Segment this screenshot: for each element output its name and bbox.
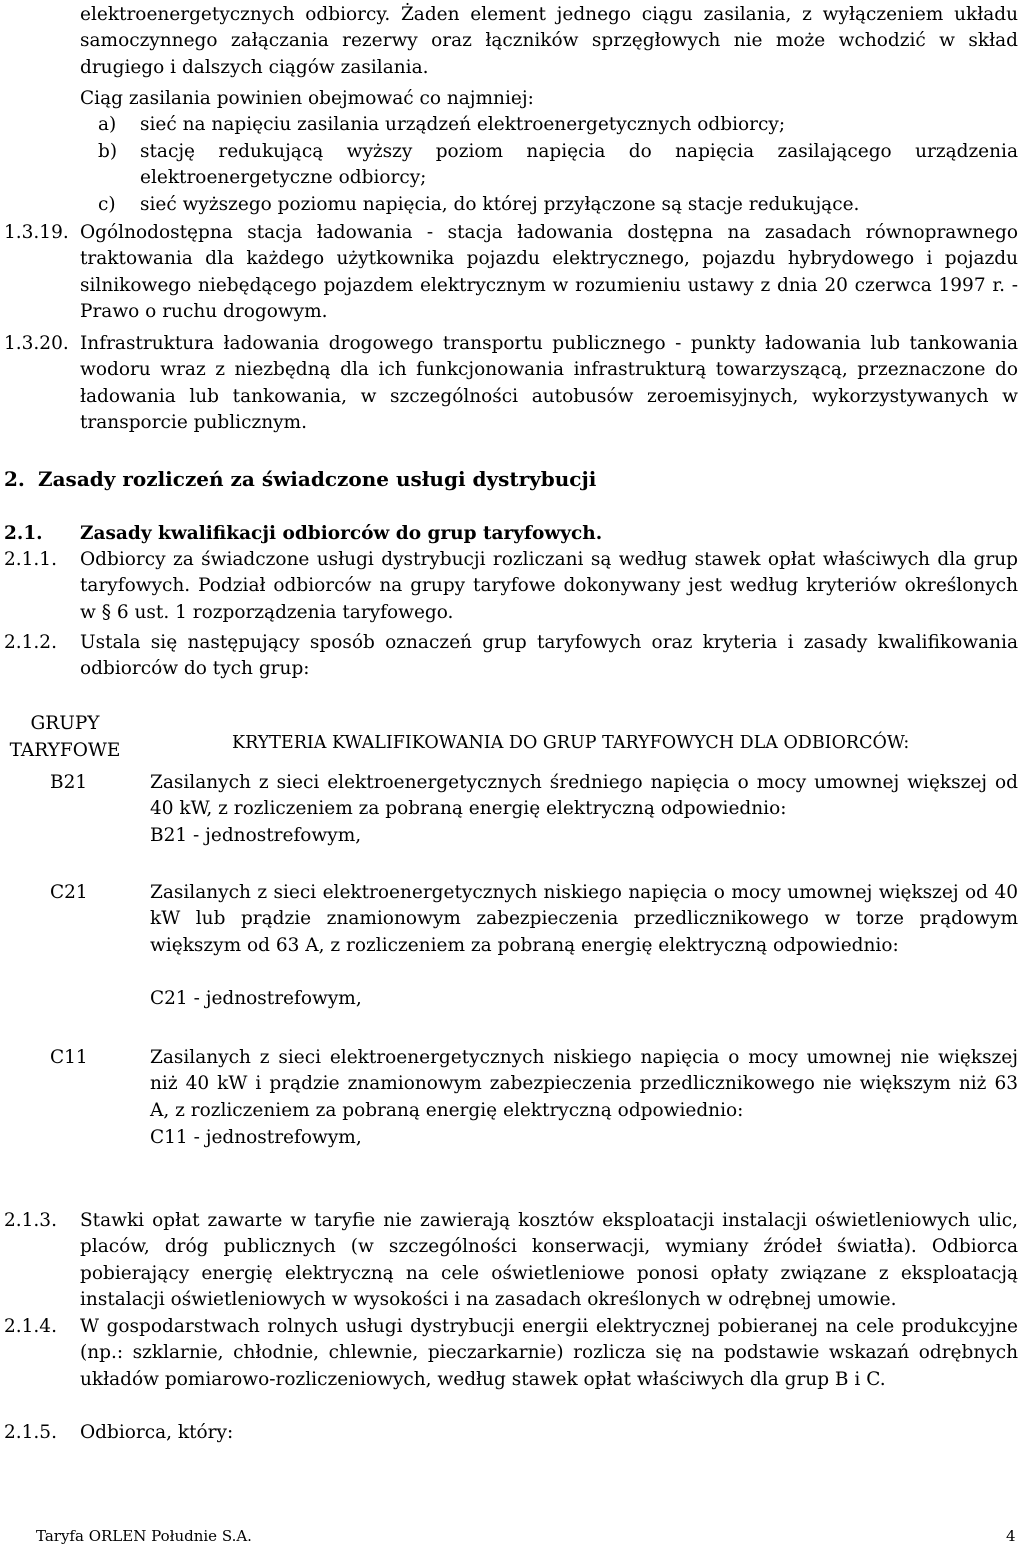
list-label: a) [98,114,117,135]
table-header-groups: GRUPY TARYFOWE [9,713,121,761]
paragraph: W gospodarstwach rolnych usługi dystrybucji energii elektrycznej pobieranej na cele produkcyjne (np.: szklarnie, chłodnie, chlewnie, pieczarkarnie) rozlicza się na podstawie wskazań odrębnych układów pomiarowo-rozliczeniowych, według stawek opłat właściwych dla grup B i C. [80,1316,1018,1390]
section-number: 2.1.3. [4,1210,57,1231]
definition-paragraph: Infrastruktura ładowania drogowego transportu publicznego - punkty ładowania lub tankowania wodoru wraz z niezbędną dla ich funkcjonowania infrastrukturą towarzyszącą, przeznaczone do ładowania lub tankowania, w szczególności autobusów zeroemisyjnych, wykorzystywanych w transporcie publicznym. [80,333,1018,433]
list-label: b) [98,141,118,162]
table-group-code: C11 [50,1047,88,1068]
paragraph: Stawki opłat zawarte w taryfie nie zawierają kosztów eksploatacji instalacji oświetleniowych ulic, placów, dróg publicznych (w szczególności konserwacji, wymiany źródeł światła). Odbiorca pobierający energię elektryczną na cele oświetleniowe ponosi opłaty związane z eksploatacją instalacji oświetleniowych w wysokości i na zasadach określonych w odrębnej umowie. [80,1210,1018,1310]
section-number: 2.1.5. [4,1422,57,1443]
subsection-number: 2.1. [4,523,43,544]
table-criteria-tail: B21 - jednostrefowym, [150,825,362,846]
section-number: 2.1.2. [4,632,57,653]
table-header-criteria: KRYTERIA KWALIFIKOWANIA DO GRUP TARYFOWYCH DLA ODBIORCÓW: [232,733,910,753]
list-item: sieć na napięciu zasilania urządzeń elektroenergetycznych odbiorcy; [140,114,786,135]
section-number: 2.1.4. [4,1316,57,1337]
definition-paragraph: Ogólnodostępna stacja ładowania - stacja ładowania dostępna na zasadach równoprawnego traktowania dla każdego użytkownika pojazdu elektrycznego, pojazdu hybrydowego i pojazdu silnikowego niebędącego pojazdem elektrycznym w rozumieniu ustawy z dnia 20 czerwca 1997 r. - Prawo o ruchu drogowym. [80,222,1018,322]
section-heading: Zasady rozliczeń za świadczone usługi dystrybucji [38,467,597,491]
section-number: 1.3.20. [4,333,69,354]
subsection-heading: Zasady kwalifikacji odbiorców do grup taryfowych. [80,523,603,544]
section-number: 2.1.1. [4,549,57,570]
table-criteria: Zasilanych z sieci elektroenergetycznych średniego napięcia o mocy umownej większej od 40 kW, z rozliczeniem za pobraną energię elektryczną odpowiednio: [150,772,1018,820]
paragraph: Ustala się następujący sposób oznaczeń grup taryfowych oraz kryteria i zasady kwalifikowania odbiorców do tych grup: [80,632,1018,680]
table-group-code: B21 [50,772,88,793]
section-number: 1.3.19. [4,222,69,243]
list-label: c) [98,194,116,215]
table-criteria: Zasilanych z sieci elektroenergetycznych niskiego napięcia o mocy umownej większej od 40 kW lub prądzie znamionowym zabezpieczenia przedlicznikowego w torze prądowym większym od 63 A, z rozliczeniem za pobraną energię elektryczną odpowiednio: [150,882,1018,956]
list-item: stację redukującą wyższy poziom napięcia do napięcia zasilającego urządzenia elektroenergetyczne odbiorcy; [140,141,1018,189]
paragraph: Odbiorcy za świadczone usługi dystrybucji rozliczani są według stawek opłat właściwych dla grup taryfowych. Podział odbiorców na grupy taryfowe dokonywany jest według kryteriów określonych w § 6 ust. 1 rozporządzenia taryfowego. [80,549,1018,623]
table-group-code: C21 [50,882,88,903]
list-item: sieć wyższego poziomu napięcia, do której przyłączone są stacje redukujące. [140,194,860,215]
paragraph: Odbiorca, który: [80,1422,234,1443]
intro-paragraph: elektroenergetycznych odbiorcy. Żaden element jednego ciągu zasilania, z wyłączeniem układu samoczynnego załączania rezerwy oraz łączników sprzęgłowych nie może wchodzić w skład drugiego i dalszych ciągów zasilania. [80,4,1018,78]
table-criteria-tail: C11 - jednostrefowym, [150,1127,362,1148]
intro-lead: Ciąg zasilania powinien obejmować co najmniej: [80,88,534,109]
page-number: 4 [1006,1527,1016,1545]
section-number: 2. [4,467,25,491]
table-criteria: Zasilanych z sieci elektroenergetycznych niskiego napięcia o mocy umownej nie większej niż 40 kW i prądzie znamionowym zabezpieczenia przedlicznikowego nie większym niż 63 A, z rozliczeniem za pobraną energię elektryczną odpowiednio: [150,1047,1018,1121]
footer-company: Taryfa ORLEN Południe S.A. [36,1527,252,1545]
table-criteria-tail: C21 - jednostrefowym, [150,988,362,1009]
